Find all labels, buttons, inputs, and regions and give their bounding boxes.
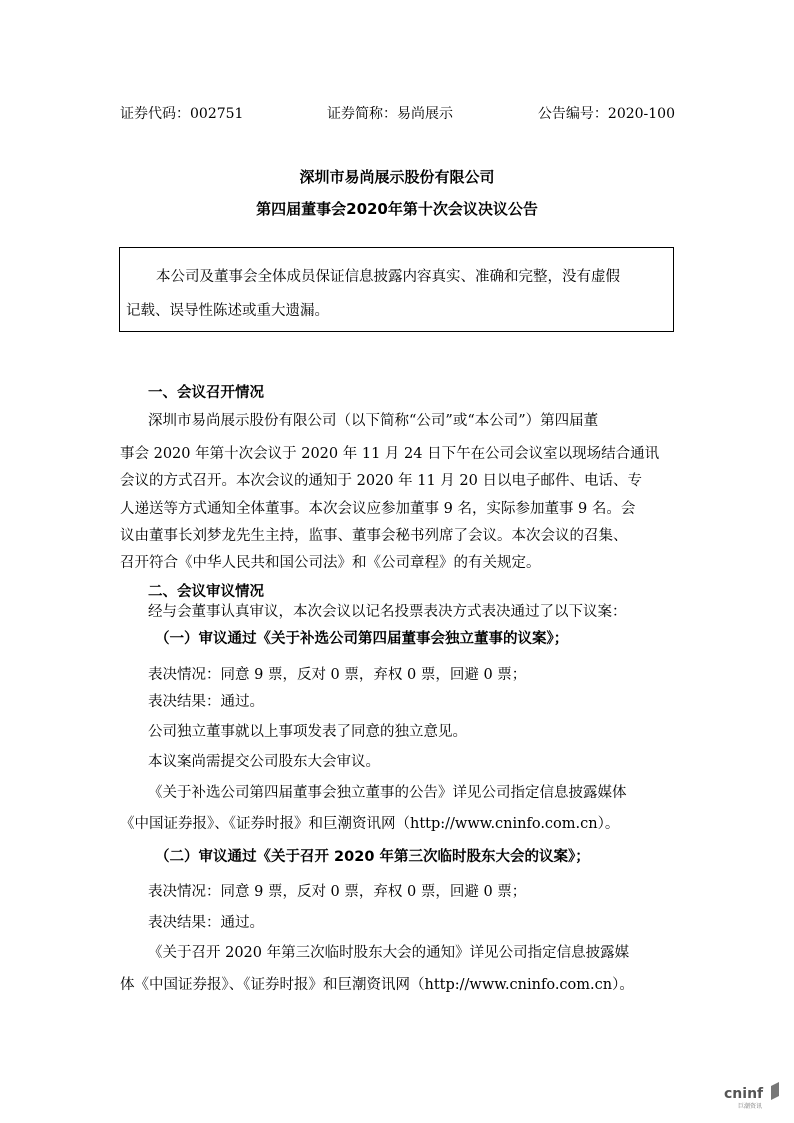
section-heading: （二）审议通过《关于召开 2020 年第三次临时股东大会的议案》； [155, 849, 590, 865]
logo-sub-text: 巨潮资讯 [738, 1103, 763, 1110]
body-line: 公司独立董事就以上事项发表了同意的独立意见。 [148, 724, 467, 740]
logo-brand-text: cninf [724, 1086, 764, 1102]
body-line: 体《中国证券报》、《证券时报》和巨潮资讯网（http://www.cninfo.com.cn）。 [120, 977, 634, 993]
body-line: 本议案尚需提交公司股东大会审议。 [148, 754, 380, 770]
body-line: 表决结果：通过。 [148, 915, 264, 931]
document-header [120, 103, 675, 123]
body-line: 《中国证券报》、《证券时报》和巨潮资讯网（http://www.cninfo.com.cn）。 [120, 816, 620, 832]
body-line: 《关于补选公司第四届董事会独立董事的公告》详见公司指定信息披露媒体 [148, 785, 627, 801]
body-line: 召开符合《中华人民共和国公司法》和《公司章程》的有关规定。 [120, 555, 541, 571]
disclaimer-box [119, 247, 674, 332]
announcement-title: 第四届董事会2020年第十次会议决议公告 [256, 200, 538, 218]
section-heading: 一、会议召开情况 [148, 385, 264, 401]
body-line: 经与会董事认真审议，本次会议以记名投票表决方式表决通过了以下议案： [148, 604, 627, 620]
section-heading: 二、会议审议情况 [148, 584, 264, 600]
body-line: 表决结果：通过。 [148, 694, 264, 710]
body-line: 表决情况：同意 9 票，反对 0 票，弃权 0 票，回避 0 票； [148, 884, 527, 900]
logo-mark-icon [771, 1082, 779, 1100]
company-title: 深圳市易尚展示股份有限公司 [299, 168, 495, 186]
body-line: 深圳市易尚展示股份有限公司（以下简称“公司”或“本公司”）第四届董 [148, 413, 599, 429]
body-line: 议由董事长刘梦龙先生主持，监事、董事会秘书列席了会议。本次会议的召集、 [120, 528, 628, 544]
body-line: 人递送等方式通知全体董事。本次会议应参加董事 9 名，实际参加董事 9 名。会 [120, 501, 636, 517]
disclaimer-line-2: 记载、误导性陈述或重大遗漏。 [126, 303, 329, 319]
disclaimer-line-1: 本公司及董事会全体成员保证信息披露内容真实、准确和完整，没有虚假 [156, 269, 620, 285]
section-heading: （一）审议通过《关于补选公司第四届董事会独立董事的议案》； [155, 631, 569, 647]
notice-number: 公告编号：2020-100 [537, 106, 675, 122]
security-short-name: 证券简称：易尚展示 [327, 106, 453, 122]
security-code: 证券代码：002751 [120, 106, 244, 122]
body-line: 表决情况：同意 9 票，反对 0 票，弃权 0 票，回避 0 票； [148, 667, 527, 683]
body-line: 事会 2020 年第十次会议于 2020 年 11 月 24 日下午在公司会议室以现场结合通讯 [120, 446, 660, 462]
body-line: 会议的方式召开。本次会议的通知于 2020 年 11 月 20 日以电子邮件、电话、专 [120, 473, 642, 489]
cninfo-logo [724, 1082, 794, 1112]
body-line: 《关于召开 2020 年第三次临时股东大会的通知》详见公司指定信息披露媒 [148, 945, 630, 961]
